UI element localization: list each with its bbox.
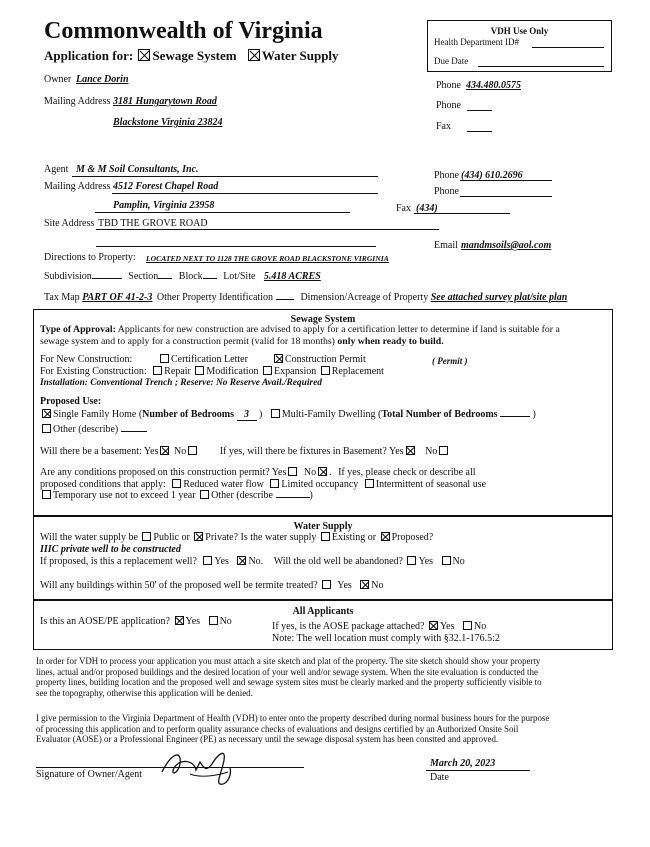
all-applicants-title: All Applicants bbox=[292, 606, 354, 617]
termite-yes-checkbox[interactable] bbox=[322, 580, 331, 589]
owner-address-line2[interactable]: Blackstone Virginia 23824 bbox=[113, 117, 223, 128]
agent-name[interactable]: M & M Soil Consultants, Inc. bbox=[76, 164, 199, 175]
agent-fax-label: Fax bbox=[396, 203, 411, 214]
abandoned-yes-label: Yes bbox=[418, 556, 434, 567]
section-label: Section bbox=[128, 271, 159, 282]
owner-phone-label: Phone bbox=[436, 80, 461, 91]
agent-phone-label: Phone bbox=[434, 170, 459, 181]
water-note: IIIC private well to be constructed bbox=[40, 544, 181, 555]
owner-mailing-label: Mailing Address bbox=[44, 96, 111, 107]
temporary-label: Temporary use not to exceed 1 year bbox=[53, 490, 196, 501]
agent-address-line1[interactable]: 4512 Forest Chapel Road bbox=[113, 181, 219, 192]
sewage-system-checkbox[interactable] bbox=[138, 49, 150, 61]
installation-note: Installation: Conventional Trench ; Reserve: No Reserve Avail./Required bbox=[40, 378, 322, 388]
limited-occupancy-checkbox[interactable] bbox=[270, 479, 279, 488]
section-field[interactable] bbox=[158, 278, 172, 279]
agent-email[interactable]: mandmsoils@aol.com bbox=[461, 240, 552, 251]
aose-row bbox=[40, 616, 232, 627]
agent-address1-line bbox=[112, 193, 378, 194]
tax-map-value[interactable]: PART OF 41-2-3 bbox=[82, 292, 153, 303]
tax-map-label: Tax Map bbox=[44, 292, 80, 303]
aose-no-label: No bbox=[219, 616, 232, 627]
instructions-line4: see the topography, otherwise this application will be denied. bbox=[36, 687, 253, 698]
expansion-label: Expansion bbox=[274, 366, 317, 377]
form-title: Commonwealth of Virginia bbox=[44, 18, 323, 44]
num-bedrooms-label: Number of Bedrooms bbox=[142, 409, 235, 420]
single-family-label: Single Family Home ( bbox=[53, 409, 143, 420]
package-no-label: No bbox=[474, 621, 487, 632]
fixtures-yes-checkbox[interactable] bbox=[406, 446, 415, 455]
other-id-label: Other Property Identification bbox=[156, 292, 273, 303]
basement-yes-checkbox[interactable] bbox=[160, 446, 169, 455]
water-supply-row bbox=[40, 532, 433, 543]
aose-yes-checkbox[interactable] bbox=[175, 616, 184, 625]
application-for-line bbox=[44, 48, 339, 64]
instructions-line2: lines, actual and/or proposed buildings and the desired location of your well and/or sewage system. When the site evaluation is conducted the bbox=[36, 666, 538, 677]
package-no-checkbox[interactable] bbox=[463, 621, 472, 630]
conditions-apply-label: proposed conditions that apply: bbox=[40, 479, 166, 490]
cert-letter-label: Certification Letter bbox=[171, 354, 248, 365]
permission-paragraph bbox=[36, 713, 549, 745]
well-location-note: Note: The well location must comply with §32.1-176.5:2 bbox=[272, 633, 500, 644]
cert-letter-option bbox=[158, 354, 248, 365]
basement-row bbox=[40, 446, 450, 457]
existing-label: Existing or bbox=[331, 532, 377, 543]
modification-checkbox[interactable] bbox=[195, 366, 204, 375]
abandoned-question: Will the old well be abandoned? bbox=[273, 556, 403, 567]
site-address-label: Site Address bbox=[44, 218, 95, 229]
type-approval-text2: sewage system and to apply for a construction permit (valid for 18 months) bbox=[40, 336, 335, 347]
termite-question: Will any buildings within 50' of the proposed well be termite treated? bbox=[40, 580, 318, 591]
total-bedrooms-field[interactable] bbox=[500, 416, 530, 417]
public-checkbox[interactable] bbox=[142, 532, 151, 541]
owner-phone2-label: Phone bbox=[436, 100, 461, 111]
existing-construction-label: For Existing Construction: bbox=[40, 366, 147, 377]
directions[interactable]: LOCATED NEXT TO 1128 THE GROVE ROAD BLACKSTONE VIRGINIA bbox=[146, 254, 389, 263]
other-id-field[interactable] bbox=[276, 299, 294, 300]
directions-label: Directions to Property: bbox=[44, 252, 136, 263]
basement-question: Will there be a basement: Yes bbox=[40, 446, 159, 457]
intermittent-checkbox[interactable] bbox=[365, 479, 374, 488]
agent-label: Agent bbox=[44, 164, 69, 175]
water-supply-label: Water Supply bbox=[261, 48, 339, 63]
basement-no-label: No bbox=[173, 446, 187, 457]
water-supply-checkbox[interactable] bbox=[248, 49, 260, 61]
conditions-row: Are any conditions proposed on this construction permit? Yes No . If yes, please check or describe all bbox=[40, 467, 476, 478]
agent-phone[interactable]: (434) 610.2696 bbox=[461, 170, 523, 181]
package-question: If yes, is the AOSE package attached? bbox=[272, 621, 425, 632]
termite-no-label: No bbox=[371, 580, 384, 591]
subdivision-label: Subdivision bbox=[44, 271, 92, 282]
replacement-checkbox[interactable] bbox=[321, 366, 330, 375]
expansion-checkbox[interactable] bbox=[263, 366, 272, 375]
site-address-line2 bbox=[96, 246, 376, 247]
agent-phone-line bbox=[460, 180, 552, 181]
other-describe2-field[interactable] bbox=[276, 497, 310, 498]
signature-label: Signature of Owner/Agent bbox=[36, 769, 143, 780]
type-approval-label: Type of Approval: bbox=[40, 324, 116, 335]
existing-construction-row bbox=[40, 366, 384, 377]
due-date-field[interactable] bbox=[478, 66, 604, 67]
vdh-title: VDH Use Only bbox=[490, 26, 549, 36]
single-family-checkbox[interactable] bbox=[42, 409, 51, 418]
basement-no-checkbox[interactable] bbox=[188, 446, 197, 455]
health-dept-id-label: Health Department ID# bbox=[434, 37, 519, 47]
vdh-use-only-box bbox=[427, 20, 612, 72]
conditions-yes-checkbox[interactable] bbox=[288, 467, 297, 476]
private-label: Private? Is the water supply bbox=[205, 532, 317, 543]
package-yes-label: Yes bbox=[439, 621, 455, 632]
permission-line2: of processing this application and to perform quality assurance checks of evaluations and designs certified by an Authorized Onsite Soil bbox=[36, 723, 519, 734]
type-approval-text2b: only when ready to build. bbox=[337, 336, 444, 347]
subdivision-field[interactable] bbox=[92, 278, 122, 279]
permission-line1: I give permission to the Virginia Department of Health (VDH) to enter onto the property described during normal business hours for the purpose bbox=[36, 713, 550, 723]
replacement-no-checkbox[interactable] bbox=[237, 556, 246, 565]
replacement-yes-label: Yes bbox=[214, 556, 229, 567]
owner-fax-field[interactable] bbox=[467, 131, 492, 132]
conditions-no-checkbox[interactable] bbox=[318, 467, 327, 476]
replacement-well-row bbox=[40, 556, 465, 567]
date-label: Date bbox=[430, 772, 449, 783]
owner-name[interactable]: Lance Dorin bbox=[76, 74, 129, 85]
abandoned-no-label: No bbox=[452, 556, 465, 567]
termite-no-checkbox[interactable] bbox=[360, 580, 369, 589]
agent-address2-line bbox=[95, 212, 350, 213]
aose-no-checkbox[interactable] bbox=[209, 616, 218, 625]
temporary-row: Temporary use not to exceed 1 year Other (describe ) bbox=[40, 490, 313, 501]
modification-label: Modification bbox=[206, 366, 259, 377]
signature-date[interactable]: March 20, 2023 bbox=[430, 758, 496, 769]
agent-email-label: Email bbox=[434, 240, 458, 251]
multi-family-label: Multi-Family Dwelling ( bbox=[281, 409, 382, 420]
repair-label: Repair bbox=[164, 366, 191, 377]
intermittent-label: Intermittent of seasonal use bbox=[375, 479, 487, 490]
replacement-well-question: If proposed, is this a replacement well? bbox=[40, 556, 197, 567]
other-describe-field[interactable] bbox=[121, 431, 147, 432]
new-construction-label: For New Construction: bbox=[40, 354, 133, 365]
fixtures-question: If yes, will there be fixtures in Basement? Yes bbox=[219, 446, 404, 457]
permit-note: ( Permit ) bbox=[432, 356, 468, 366]
aose-question: Is this an AOSE/PE application? bbox=[40, 616, 170, 627]
water-section-title: Water Supply bbox=[293, 521, 353, 532]
package-row bbox=[272, 621, 486, 632]
instructions-line3: property lines, building location and the proposed well and sewage system sites must be clearly marked and the property sufficiently visible to bbox=[36, 677, 542, 688]
replacement-no-label: No. bbox=[248, 556, 264, 567]
agent-fax[interactable]: (434) bbox=[416, 203, 438, 214]
water-supply-question: Will the water supply be bbox=[40, 532, 138, 543]
replacement-label: Replacement bbox=[331, 366, 384, 377]
public-label: Public or bbox=[153, 532, 190, 543]
instructions-line1: In order for VDH to process your application you must attach a site sketch and plat of the property. The site sketch should show your property bbox=[36, 656, 541, 666]
owner-label: Owner bbox=[44, 74, 72, 85]
agent-phone2-field[interactable] bbox=[460, 196, 552, 197]
sewage-section-title: Sewage System bbox=[290, 314, 356, 325]
site-address[interactable]: TBD THE GROVE ROAD bbox=[98, 218, 208, 229]
fixtures-no-label: No bbox=[425, 446, 438, 457]
dimension-value[interactable]: See attached survey plat/site plan bbox=[430, 292, 568, 303]
other-describe2-checkbox[interactable] bbox=[200, 490, 209, 499]
fixtures-no-checkbox[interactable] bbox=[439, 446, 448, 455]
limited-occupancy-label: Limited occupancy bbox=[281, 479, 359, 490]
package-yes-checkbox[interactable] bbox=[429, 621, 438, 630]
type-approval-text1: Applicants for new construction are advised to apply for a certification letter to determine if land is suitable for a bbox=[117, 324, 560, 335]
agent-phone2-label: Phone bbox=[434, 186, 459, 197]
conditions-tail: If yes, please check or describe all bbox=[338, 467, 476, 478]
proposed-use-label: Proposed Use: bbox=[40, 396, 102, 407]
agent-name-line bbox=[72, 176, 378, 177]
health-dept-id-field[interactable] bbox=[532, 47, 604, 48]
site-address-line bbox=[96, 229, 439, 230]
date-line bbox=[426, 770, 530, 771]
conditions-question: Are any conditions proposed on this construction permit? Yes bbox=[40, 467, 287, 478]
private-checkbox[interactable] bbox=[194, 532, 203, 541]
agent-fax-line bbox=[414, 213, 510, 214]
tax-map-row bbox=[44, 292, 567, 303]
proposed-checkbox[interactable] bbox=[381, 532, 390, 541]
agent-address-line2[interactable]: Pamplin, Virginia 23958 bbox=[113, 200, 215, 211]
reduced-flow-checkbox[interactable] bbox=[172, 479, 181, 488]
signature-line[interactable] bbox=[36, 767, 304, 768]
construction-permit-checkbox[interactable] bbox=[274, 354, 283, 363]
repair-checkbox[interactable] bbox=[153, 366, 162, 375]
multi-family-checkbox[interactable] bbox=[271, 409, 280, 418]
num-bedrooms-value[interactable]: 3 bbox=[237, 409, 257, 421]
other-describe-label: Other (describe) bbox=[53, 424, 119, 435]
proposed-use-row: Single Family Home (Number of Bedrooms 3 ) Multi-Family Dwelling (Total Number of Bedrooms ) bbox=[40, 409, 536, 421]
subdivision-row bbox=[44, 271, 321, 282]
application-for-label: Application for: bbox=[44, 48, 134, 63]
termite-row bbox=[40, 580, 384, 591]
owner-address-line1[interactable]: 3181 Hungarytown Road bbox=[113, 96, 217, 107]
temporary-checkbox[interactable] bbox=[42, 490, 51, 499]
abandoned-no-checkbox[interactable] bbox=[442, 556, 451, 565]
dimension-label: Dimension/Acreage of Property bbox=[300, 292, 429, 303]
termite-yes-label: Yes bbox=[337, 580, 352, 591]
lot-label: Lot/Site bbox=[223, 271, 256, 282]
signature-scribble bbox=[160, 742, 250, 788]
type-approval-line1 bbox=[40, 324, 560, 335]
owner-fax-label: Fax bbox=[436, 121, 451, 132]
type-approval-line2 bbox=[40, 336, 444, 347]
owner-phone2-field[interactable] bbox=[467, 110, 492, 111]
sewage-system-label: Sewage System bbox=[152, 48, 237, 63]
cert-letter-checkbox[interactable] bbox=[160, 354, 169, 363]
replacement-yes-checkbox[interactable] bbox=[203, 556, 212, 565]
construction-permit-option bbox=[272, 354, 366, 365]
existing-checkbox[interactable] bbox=[321, 532, 330, 541]
proposed-label: Proposed? bbox=[391, 532, 434, 543]
conditions-apply-row bbox=[40, 479, 486, 490]
total-bedrooms-label: Total Number of Bedrooms bbox=[381, 409, 498, 420]
conditions-no-label: No bbox=[303, 467, 317, 478]
other-describe-checkbox[interactable] bbox=[42, 424, 51, 433]
aose-yes-label: Yes bbox=[185, 616, 201, 627]
due-date-label: Due Date bbox=[434, 56, 469, 66]
vdh-instructions-paragraph bbox=[36, 656, 542, 698]
owner-phone[interactable]: 434.480.0575 bbox=[466, 80, 521, 91]
abandoned-yes-checkbox[interactable] bbox=[407, 556, 416, 565]
block-label: Block bbox=[178, 271, 203, 282]
other-describe-row bbox=[40, 424, 147, 435]
permission-line3: Evaluator (AOSE) or a Professional Engineer (PE) as necessary until the sewage disposal system has been constted and approved. bbox=[36, 734, 499, 745]
block-field[interactable] bbox=[203, 278, 217, 279]
agent-mailing-label: Mailing Address bbox=[44, 181, 111, 192]
reduced-flow-label: Reduced water flow bbox=[183, 479, 264, 490]
construction-permit-label: Construction Permit bbox=[285, 354, 366, 365]
lot-value[interactable]: 5.418 ACRES bbox=[263, 271, 321, 282]
other-describe2-label: Other (describe bbox=[211, 490, 273, 501]
